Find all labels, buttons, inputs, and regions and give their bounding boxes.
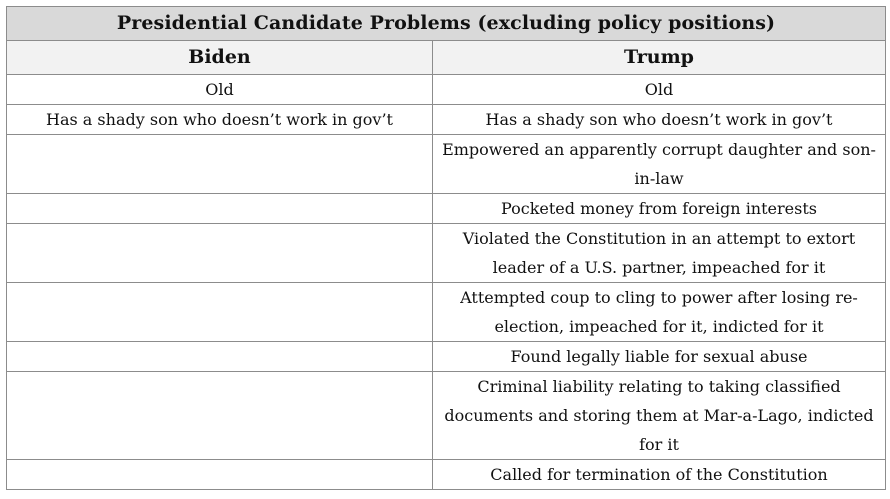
biden-cell: Has a shady son who doesn’t work in gov’t bbox=[7, 105, 433, 135]
table-row bbox=[7, 194, 886, 224]
trump-cell: Has a shady son who doesn’t work in gov’t bbox=[433, 105, 886, 135]
biden-cell bbox=[7, 194, 433, 224]
table-row bbox=[7, 105, 886, 135]
trump-cell: Criminal liability relating to taking classified documents and storing them at Mar-a-Lago, indicted for it bbox=[433, 372, 886, 460]
biden-cell bbox=[7, 342, 433, 372]
biden-cell bbox=[7, 460, 433, 490]
table-title: Presidential Candidate Problems (excluding policy positions) bbox=[7, 7, 886, 41]
table-row bbox=[7, 75, 886, 105]
table-row bbox=[7, 372, 886, 460]
trump-cell: Pocketed money from foreign interests bbox=[433, 194, 886, 224]
table-row bbox=[7, 224, 886, 283]
trump-cell: Empowered an apparently corrupt daughter and son-in-law bbox=[433, 135, 886, 194]
table-row bbox=[7, 460, 886, 490]
biden-cell bbox=[7, 283, 433, 342]
trump-cell: Old bbox=[433, 75, 886, 105]
table-row bbox=[7, 135, 886, 194]
candidate-problems-table bbox=[6, 6, 886, 490]
biden-cell bbox=[7, 372, 433, 460]
trump-cell: Attempted coup to cling to power after losing re-election, impeached for it, indicted for it bbox=[433, 283, 886, 342]
biden-cell bbox=[7, 135, 433, 194]
column-header-biden: Biden bbox=[7, 41, 433, 75]
table-header-row bbox=[7, 41, 886, 75]
column-header-trump: Trump bbox=[433, 41, 886, 75]
trump-cell: Called for termination of the Constitution bbox=[433, 460, 886, 490]
table-row bbox=[7, 342, 886, 372]
trump-cell: Found legally liable for sexual abuse bbox=[433, 342, 886, 372]
biden-cell: Old bbox=[7, 75, 433, 105]
table-row bbox=[7, 283, 886, 342]
trump-cell: Violated the Constitution in an attempt to extort leader of a U.S. partner, impeached for it bbox=[433, 224, 886, 283]
table-title-row bbox=[7, 7, 886, 41]
biden-cell bbox=[7, 224, 433, 283]
